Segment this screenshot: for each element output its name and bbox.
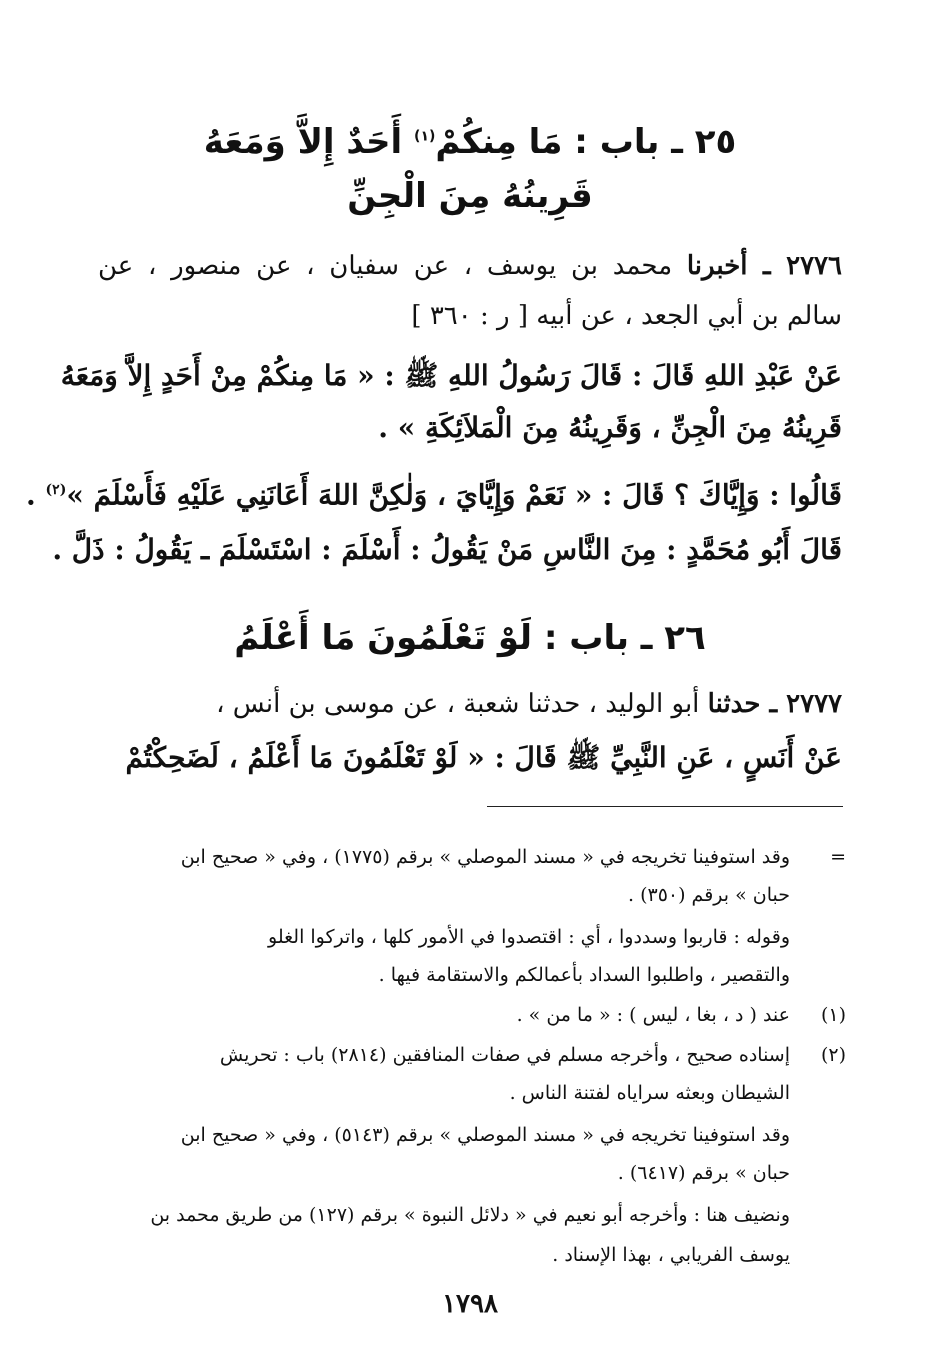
hadith-2776-verb: أخبرنا: [686, 251, 748, 281]
hadith-2776-text-line1: عَنْ عَبْدِ اللهِ قَالَ : قَالَ رَسُولُ اللهِ ﷺ : « مَا مِنكُمْ مِنْ أَحَدٍ إِلاَّ وَمَعَهُ: [60, 359, 842, 392]
footnote-2-line2: الشيطان وبعثه سراياه لفتنة الناس .: [509, 1082, 790, 1104]
footnote-continuation-line3: وقوله : قاربوا وسددوا ، أي : اقتصدوا في الأمور كلها ، واتركوا الغلو: [268, 926, 790, 948]
chapter-25-title-line1: [0, 122, 940, 162]
hadith-2776-text-line3: [26, 470, 842, 515]
footnote-1-text: عند ( د ، بغا ، ليس ) : « ما من » .: [516, 1004, 790, 1026]
hadith-2776-text-line2: قَرِينُهُ مِنَ الْجِنِّ ، وَقَرِينُهُ مِنَ الْمَلاَئِكَةِ » .: [378, 411, 842, 444]
hadith-2776-isnad-line2: سالم بن أبي الجعد ، عن أبيه [ ر : ٣٦٠ ]: [411, 301, 842, 331]
footnote-continuation-line1: وقد استوفينا تخريجه في « مسند الموصلي » برقم (١٧٧٥) ، وفي « صحيح ابن: [180, 846, 790, 868]
page-number: ١٧٩٨: [442, 1289, 498, 1319]
footnote-1-number: (١): [820, 1004, 846, 1026]
footnote-2-number: (٢): [820, 1044, 846, 1066]
footnote-continuation-marker: =: [830, 846, 846, 868]
chapter-25-title-line2: قَرِينُهُ مِنَ الْجِنِّ: [347, 176, 593, 216]
footnote-2-line5: ونضيف هنا : وأخرجه أبو نعيم في « دلائل النبوة » برقم (١٢٧) من طريق محمد بن: [150, 1204, 790, 1226]
hadith-2776-text-line4: قَالَ أَبُو مُحَمَّدٍ : مِنَ النَّاسِ مَنْ يَقُولُ : أَسْلَمَ : اسْتَسْلَمَ ـ يَقُولُ : ذَلَّ .: [52, 533, 842, 566]
footnote-continuation-line2: حبان » برقم (٣٥٠) .: [627, 884, 790, 906]
footnote-ref-2: (٢): [45, 482, 67, 498]
hadith-2776-text-line3-main: قَالُوا : وَإِيَّاكَ ؟ قَالَ : « نَعَمْ وَإِيَّايَ ، وَلٰكِنَّ اللهَ أَعَانَنِي عَلَيْهِ فَأَسْلَمَ »: [66, 478, 842, 512]
chapter-25-title-b: أَحَدٌ إِلاَّ وَمَعَهُ: [203, 122, 415, 162]
hadith-2776-isnad-rest: محمد بن يوسف ، عن سفيان ، عن منصور ، عن: [98, 251, 687, 281]
chapter-26-title: ٢٦ ـ باب : لَوْ تَعْلَمُونَ مَا أَعْلَمُ: [234, 618, 706, 658]
footnote-2-line6: يوسف الفريابي ، بهذا الإسناد .: [552, 1244, 790, 1266]
hadith-2776-number: ٢٧٧٦ ـ: [747, 251, 842, 281]
footnote-separator: [487, 806, 843, 807]
hadith-2777-isnad-rest: أبو الوليد ، حدثنا شعبة ، عن موسى بن أنس ،: [216, 689, 708, 719]
footnote-2-line3: وقد استوفينا تخريجه في « مسند الموصلي » برقم (٥١٤٣) ، وفي « صحيح ابن: [180, 1124, 790, 1146]
hadith-2776-text-line3-end: .: [26, 478, 46, 512]
footnote-2-line4: حبان » برقم (٦٤١٧) .: [617, 1162, 790, 1184]
hadith-2777-isnad-line1: [98, 684, 842, 724]
footnote-2-line1: إسناده صحيح ، وأخرجه مسلم في صفات المنافقين (٢٨١٤) باب : تحريش: [219, 1044, 790, 1066]
hadith-2777-text-line1: عَنْ أَنَسٍ ، عَنِ النَّبِيِّ ﷺ قَالَ : « لَوْ تَعْلَمُونَ مَا أَعْلَمُ ، لَضَحِكْتُمْ: [125, 741, 842, 774]
chapter-25-title-a: ٢٥ ـ باب : مَا مِنكُمْ: [435, 122, 737, 162]
hadith-2776-isnad-line1: [98, 246, 842, 286]
hadith-2777-number: ٢٧٧٧ ـ: [760, 689, 842, 719]
hadith-2777-verb: حدثنا: [707, 689, 761, 719]
footnote-continuation-line4: والتقصير ، واطلبوا السداد بأعمالكم والاستقامة فيها .: [378, 964, 790, 986]
footnote-ref-1: (١): [414, 128, 436, 145]
